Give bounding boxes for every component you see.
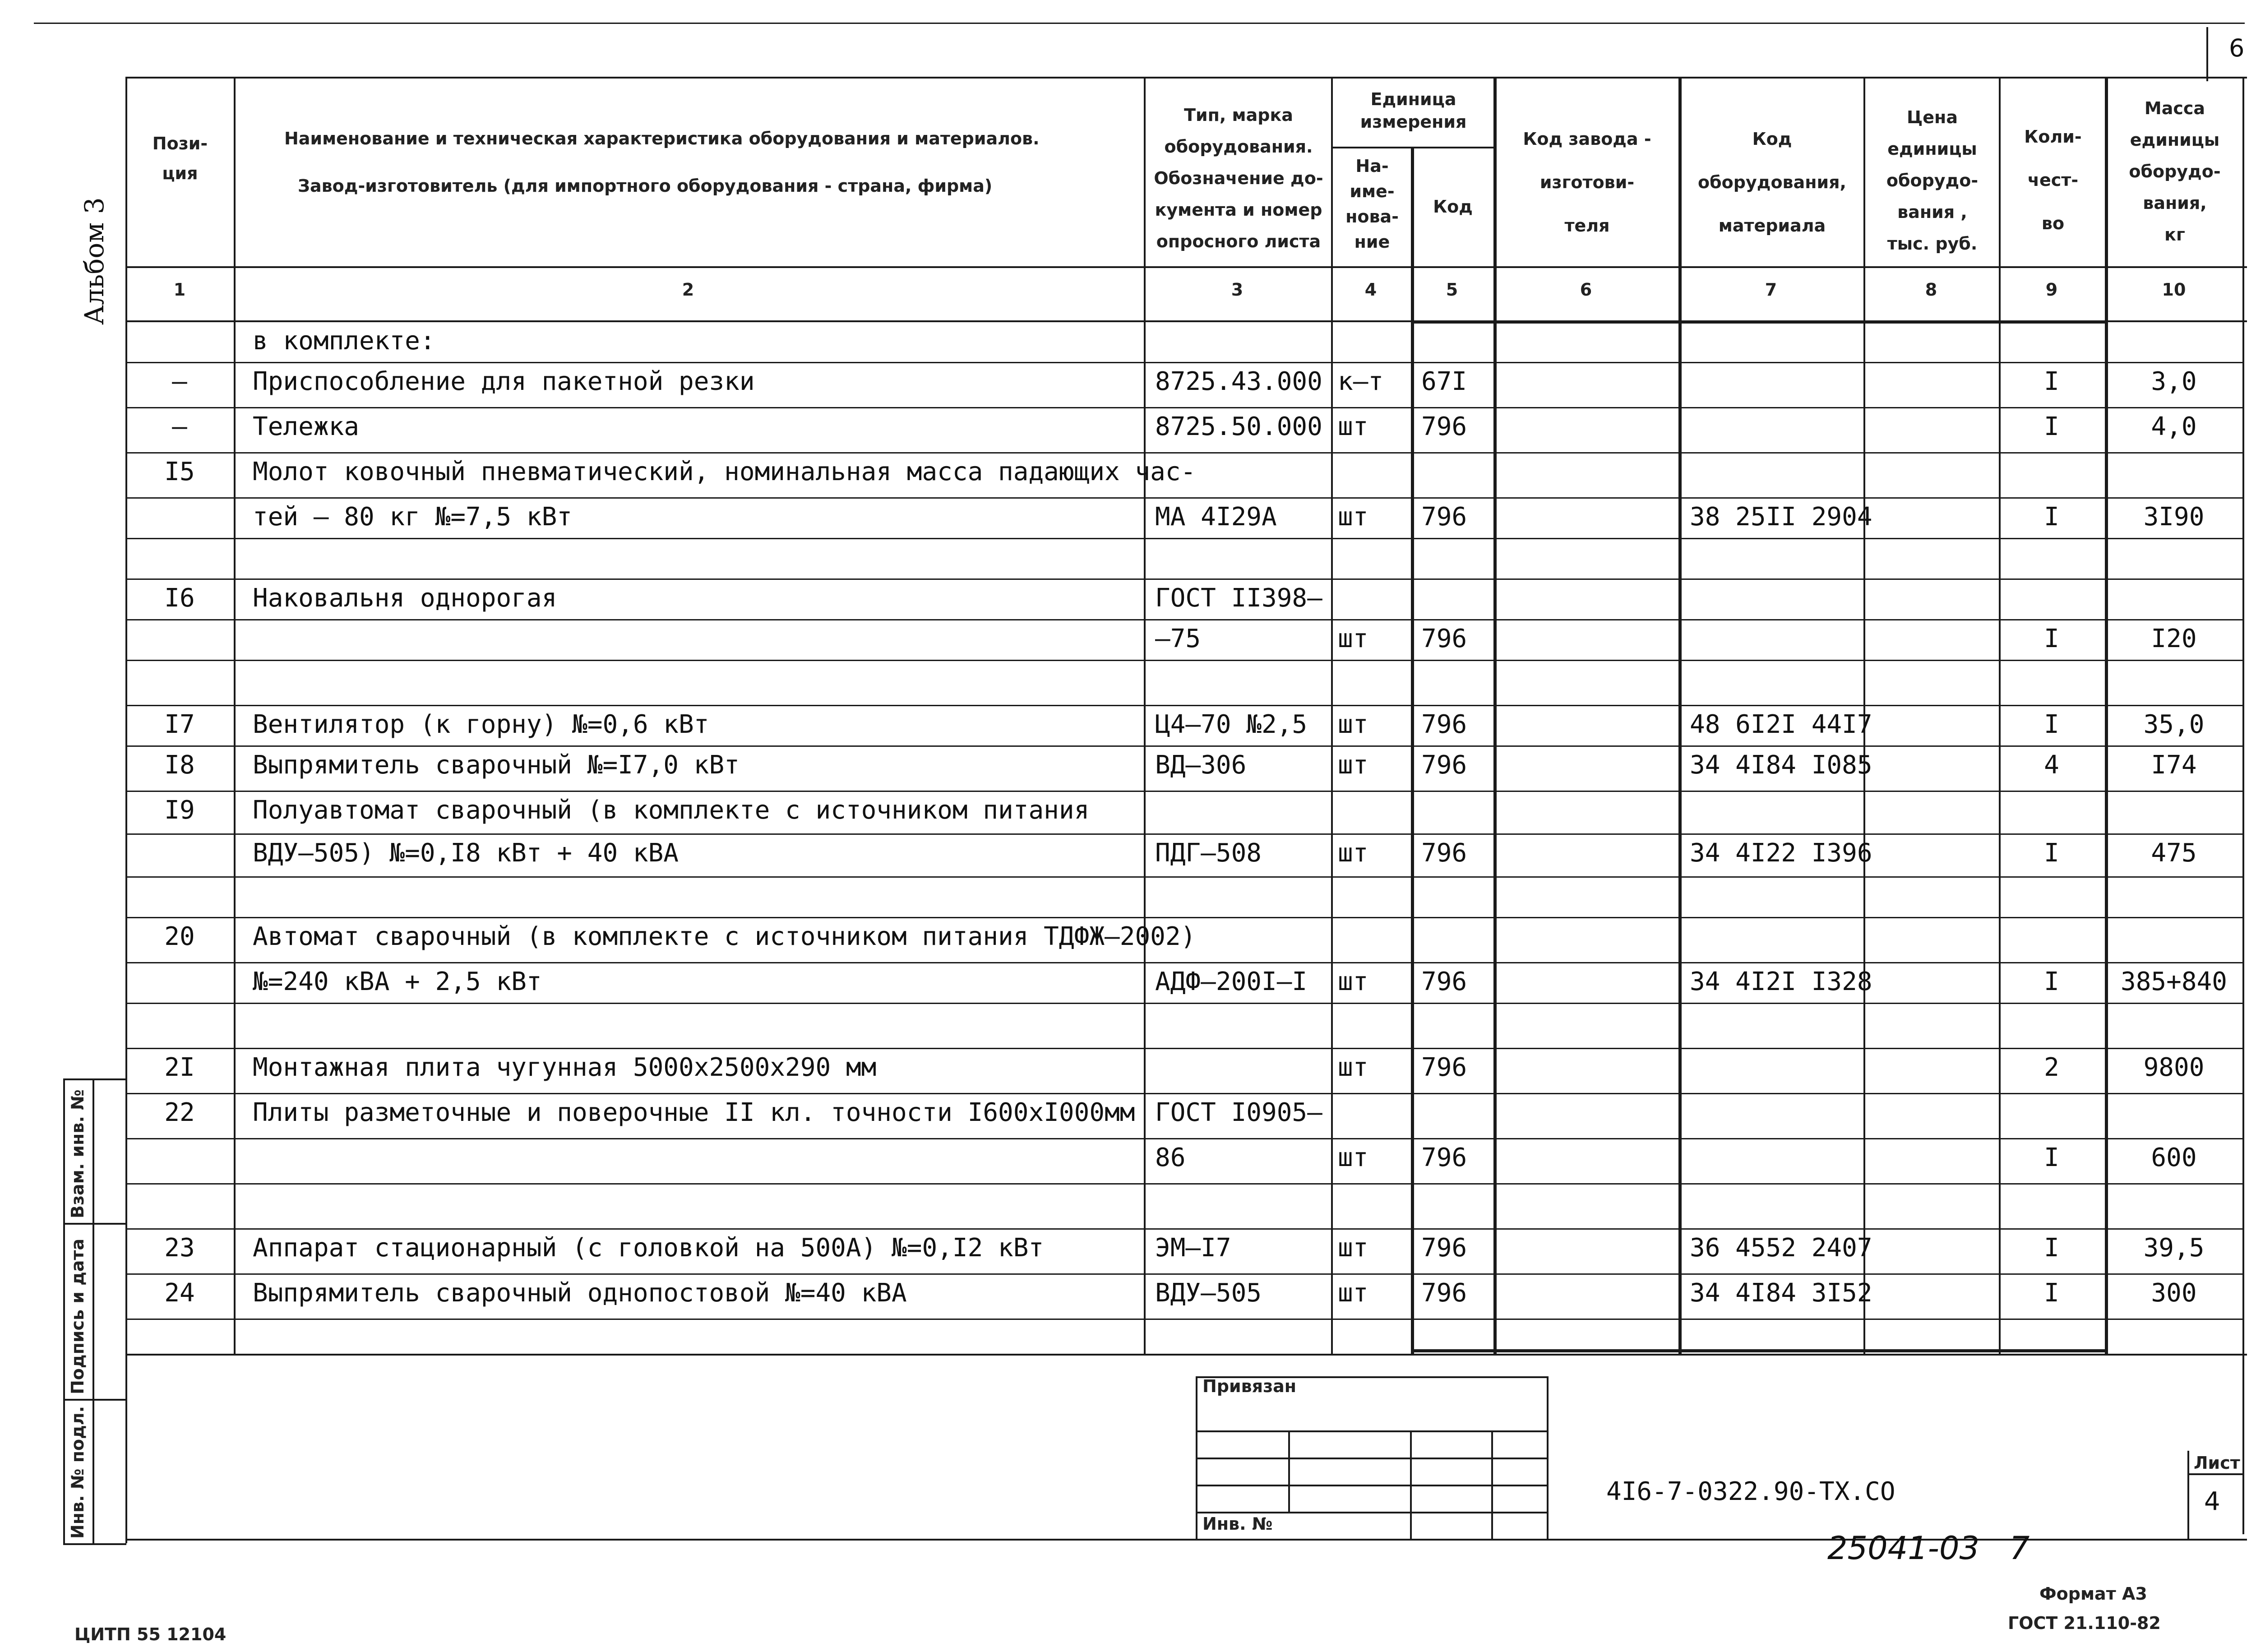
cell-code: 796 — [1421, 838, 1467, 868]
side-label-vzam: Взам. инв. № — [68, 1089, 88, 1218]
cell-type: ПДГ–508 — [1155, 838, 1262, 868]
cell-name: Плиты разметочные и поверочные II кл. точности I600хI000мм — [253, 1098, 1135, 1127]
cell-qty: 4 — [2044, 750, 2059, 780]
column-number: 3 — [1231, 280, 1244, 300]
side-stamp-mid — [92, 1078, 94, 1543]
cell-type: ВД–306 — [1155, 750, 1247, 780]
row-separator — [125, 407, 2242, 408]
top-rule — [34, 23, 2245, 24]
cell-code: 796 — [1421, 710, 1467, 739]
cell-mat: 34 4I22 I396 — [1690, 838, 1872, 868]
row-separator — [125, 1048, 2242, 1049]
sheet-box-left — [2187, 1451, 2189, 1539]
format-label: Формат А3 — [2039, 1584, 2147, 1604]
cell-type: Ц4–70 №2,5 — [1155, 710, 1308, 739]
cell-name: №=240 кВА + 2,5 кВт — [253, 967, 542, 996]
cell-unit: шт — [1338, 838, 1368, 868]
cell-mass: 9800 — [2143, 1053, 2205, 1082]
handwritten-number: 25041-03 7 — [1827, 1530, 2030, 1567]
row-separator — [125, 1003, 2242, 1004]
row-separator — [125, 833, 2242, 835]
cell-qty: I — [2044, 967, 2059, 996]
column-number: 1 — [173, 280, 186, 300]
thick-top — [1411, 320, 2108, 324]
row-separator — [125, 917, 2242, 918]
cell-qty: I — [2044, 367, 2059, 396]
cell-pos: 23 — [164, 1233, 195, 1263]
cell-mass: 4,0 — [2151, 412, 2197, 441]
cell-name: Аппарат стационарный (с головкой на 500А) №=0,I2 кВт — [253, 1233, 1044, 1263]
cell-name: Наковальня однорогая — [253, 583, 557, 613]
cell-name: Монтажная плита чугунная 5000х2500х290 мм — [253, 1053, 877, 1082]
col-line-6 — [1678, 77, 1682, 1354]
column-number: 9 — [2045, 280, 2058, 300]
row-separator — [125, 362, 2242, 363]
cell-pos: I9 — [164, 796, 195, 825]
cell-mat: 48 6I2I 44I7 — [1690, 710, 1872, 739]
cell-code: 796 — [1421, 412, 1467, 441]
cell-name: Выпрямитель сварочный №=I7,0 кВт — [253, 750, 740, 780]
col-line-10 — [2242, 77, 2244, 1534]
cell-qty: I — [2044, 1143, 2059, 1172]
side-stamp-left — [63, 1078, 65, 1543]
cell-mat: 34 4I84 I085 — [1690, 750, 1872, 780]
album-label: Альбом 3 — [79, 197, 110, 325]
header-col1: Пози- ция — [152, 134, 208, 183]
side-stamp-top — [63, 1078, 126, 1080]
cell-name: Тележка — [253, 412, 360, 441]
header-col2-line2: Завод-изготовитель (для импортного оборудования - страна, фирма) — [298, 176, 993, 196]
cell-qty: I — [2044, 1233, 2059, 1263]
header-col4: На- име- нова- ние — [1345, 156, 1399, 252]
cell-name: тей – 80 кг №=7,5 кВт — [253, 502, 573, 532]
cell-unit: шт — [1338, 624, 1368, 653]
stamp-inv-no: Инв. № — [1202, 1514, 1273, 1534]
cell-pos: 22 — [164, 1098, 195, 1127]
header-col6: Код завода - изготови- теля — [1523, 129, 1651, 236]
header-col9: Коли- чест- во — [2024, 127, 2082, 233]
cell-mass: 3,0 — [2151, 367, 2197, 396]
sheet-box-div — [2187, 1473, 2244, 1475]
cell-mass: 39,5 — [2143, 1233, 2205, 1263]
cell-type: ГОСТ II398– — [1155, 583, 1322, 613]
cell-code: 796 — [1421, 1233, 1467, 1263]
table-bottom-border — [125, 1354, 2247, 1356]
cell-qty: I — [2044, 412, 2059, 441]
cell-name: Полуавтомат сварочный (в комплекте с источником питания — [253, 796, 1090, 825]
cell-code: 796 — [1421, 624, 1467, 653]
cell-unit: шт — [1338, 1233, 1368, 1263]
stamp-row4 — [1196, 1512, 1548, 1513]
cell-type: МА 4I29А — [1155, 502, 1277, 532]
col-line-4 — [1411, 147, 1414, 1354]
row-separator — [125, 1183, 2242, 1185]
column-number: 7 — [1765, 280, 1777, 300]
cell-unit: шт — [1338, 412, 1368, 441]
cell-type: ВДУ–505 — [1155, 1278, 1262, 1308]
cell-qty: I — [2044, 502, 2059, 532]
cell-mass: 300 — [2151, 1278, 2197, 1308]
cell-mass: 35,0 — [2143, 710, 2205, 739]
cell-code: 796 — [1421, 1278, 1467, 1308]
cell-unit: шт — [1338, 750, 1368, 780]
cell-qty: I — [2044, 624, 2059, 653]
stamp-col3 — [1491, 1430, 1493, 1539]
row-separator — [125, 791, 2242, 792]
header-unit: Единица измерения — [1360, 89, 1467, 132]
column-number: 5 — [1446, 280, 1458, 300]
cell-name: в комплекте: — [253, 326, 435, 356]
cell-qty: I — [2044, 710, 2059, 739]
sheet-label: Лист — [2194, 1453, 2240, 1473]
column-number: 4 — [1364, 280, 1377, 300]
side-stamp-div1 — [63, 1223, 126, 1225]
cell-unit: шт — [1338, 502, 1368, 532]
col-line-2 — [1144, 77, 1146, 1354]
stamp-row3 — [1196, 1485, 1548, 1486]
row-separator — [125, 705, 2242, 706]
cell-unit: шт — [1338, 710, 1368, 739]
stamp-privyazan: Привязан — [1202, 1376, 1297, 1396]
cell-name: Вентилятор (к горну) №=0,6 кВт — [253, 710, 709, 739]
document-code: 4I6-7-0322.90-ТХ.СО — [1606, 1477, 1895, 1506]
cell-pos: I5 — [164, 457, 195, 486]
row-separator — [125, 538, 2242, 539]
stamp-col1 — [1288, 1430, 1290, 1512]
row-separator — [125, 660, 2242, 661]
cell-mass: 600 — [2151, 1143, 2197, 1172]
row-separator — [125, 1138, 2242, 1139]
page-number-box-border — [2206, 27, 2208, 81]
col-line-5 — [1493, 77, 1497, 1354]
cell-code: 796 — [1421, 502, 1467, 532]
cell-unit: к–т — [1338, 367, 1384, 396]
cell-qty: I — [2044, 838, 2059, 868]
cell-type: ГОСТ I0905– — [1155, 1098, 1322, 1127]
header-col2-line1: Наименование и техническая характеристика оборудования и материалов. — [284, 129, 1040, 148]
cell-mat: 34 4I84 3I52 — [1690, 1278, 1872, 1308]
thick-bottom — [1411, 1349, 2108, 1352]
header-col10: Масса единицы оборудо- вания, кг — [2129, 98, 2221, 245]
cipt-label: ЦИТП 55 12104 — [74, 1624, 227, 1644]
column-number: 10 — [2162, 280, 2186, 300]
page-number: 6 — [2229, 34, 2245, 62]
side-stamp-div2 — [63, 1399, 126, 1401]
cell-code: 796 — [1421, 1053, 1467, 1082]
stamp-col2 — [1410, 1430, 1412, 1539]
cell-name: Приспособление для пакетной резки — [253, 367, 755, 396]
cell-type: 86 — [1155, 1143, 1186, 1172]
cell-pos: – — [172, 367, 187, 396]
cell-mass: 385+840 — [2120, 967, 2227, 996]
cell-name: ВДУ–505) №=0,I8 кВт + 40 кВА — [253, 838, 679, 868]
stamp-row1 — [1196, 1430, 1548, 1432]
header-col8: Цена единицы оборудо- вания , тыс. руб. — [1886, 107, 1979, 254]
cell-mass: I20 — [2151, 624, 2197, 653]
cell-name: Выпрямитель сварочный однопостовой №=40 кВА — [253, 1278, 907, 1308]
cell-type: 8725.43.000 — [1155, 367, 1322, 396]
side-label-inv: Инв. № подл. — [68, 1406, 88, 1539]
gost-label: ГОСТ 21.110-82 — [2008, 1613, 2161, 1633]
cell-unit: шт — [1338, 1278, 1368, 1308]
column-number: 6 — [1580, 280, 1592, 300]
cell-pos: I7 — [164, 710, 195, 739]
cell-code: 796 — [1421, 1143, 1467, 1172]
cell-name: Молот ковочный пневматический, номинальная масса падающих час- — [253, 457, 1196, 486]
row-separator — [125, 497, 2242, 499]
row-separator — [125, 1093, 2242, 1094]
row-separator — [125, 578, 2242, 580]
cell-code: 796 — [1421, 967, 1467, 996]
column-number: 8 — [1925, 280, 1937, 300]
col-line-3 — [1331, 77, 1333, 1354]
row-separator — [125, 619, 2242, 620]
cell-pos: 24 — [164, 1278, 195, 1308]
cell-mass: 3I90 — [2143, 502, 2205, 532]
row-separator — [125, 1228, 2242, 1230]
cell-pos: 20 — [164, 922, 195, 951]
cell-mass: 475 — [2151, 838, 2197, 868]
cell-qty: I — [2044, 1278, 2059, 1308]
cell-type: АДФ–200I–I — [1155, 967, 1308, 996]
row-separator — [125, 962, 2242, 963]
side-stamp-bottom — [63, 1543, 126, 1545]
header-bottom-border — [125, 266, 2247, 268]
cell-unit: шт — [1338, 967, 1368, 996]
cell-code: 67I — [1421, 367, 1467, 396]
cell-pos: 2I — [164, 1053, 195, 1082]
cell-pos: – — [172, 412, 187, 441]
cell-pos: I8 — [164, 750, 195, 780]
table-top-border — [125, 77, 2247, 79]
row-separator — [125, 1319, 2242, 1320]
cell-unit: шт — [1338, 1053, 1368, 1082]
cell-code: 796 — [1421, 750, 1467, 780]
cell-name: Автомат сварочный (в комплекте с источником питания ТДФЖ–2002) — [253, 922, 1196, 951]
cell-mat: 36 4552 2407 — [1690, 1233, 1872, 1263]
row-separator — [125, 452, 2242, 453]
header-col5: Код — [1433, 197, 1473, 217]
cell-qty: 2 — [2044, 1053, 2059, 1082]
cell-mat: 38 25II 2904 — [1690, 502, 1872, 532]
side-label-podpis: Подпись и дата — [68, 1238, 88, 1394]
cell-unit: шт — [1338, 1143, 1368, 1172]
header-col7: Код оборудования, материала — [1698, 129, 1846, 236]
row-separator — [125, 1273, 2242, 1275]
row-separator — [125, 876, 2242, 878]
column-number: 2 — [682, 280, 694, 300]
cell-mat: 34 4I2I I328 — [1690, 967, 1872, 996]
cell-type: 8725.50.000 — [1155, 412, 1322, 441]
header-col3: Тип, марка оборудования. Обозначение до- кумента и номер опросного листа — [1154, 105, 1323, 251]
cell-mass: I74 — [2151, 750, 2197, 780]
cell-type: –75 — [1155, 624, 1201, 653]
row-separator — [125, 745, 2242, 747]
stamp-row2 — [1196, 1458, 1548, 1459]
cell-type: ЭМ–I7 — [1155, 1233, 1231, 1263]
sheet-number: 4 — [2204, 1487, 2220, 1516]
cell-pos: I6 — [164, 583, 195, 613]
